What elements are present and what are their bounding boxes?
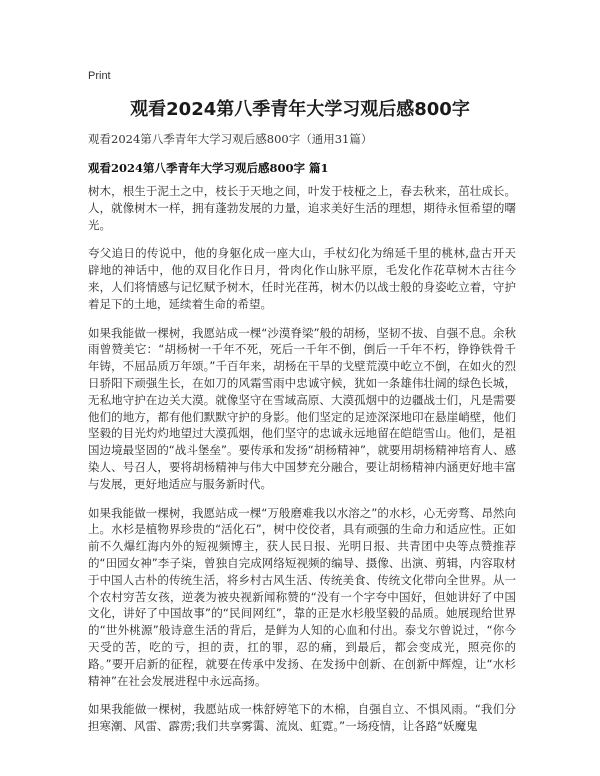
document-title: 观看2024第八季青年大学习观后感800字 <box>130 99 470 120</box>
paragraph: 树木，根生于泥土之中，枝长于天地之间，叶发于枝桠之上，春去秋来，茁壮成长。人，就像树木一样，拥有蓬勃发展的力量，追求美好生活的理想，期待永恒希望的曙光。 <box>88 184 516 232</box>
section-heading: 观看2024第八季青年大学习观后感800字 篇1 <box>88 161 329 175</box>
paragraph: 如果我能做一棵树，我愿站成一株舒婷笔下的木棉，自强自立、不惧风雨。“我们分担寒潮、风雷、霹雳;我们共享雾霭、流岚、虹霓。”一场疫情，让各路“妖魔鬼 <box>88 702 516 734</box>
document-subtitle: 观看2024第八季青年大学习观后感800字（通用31篇） <box>88 132 373 146</box>
paragraph: 夸父追日的传说中，他的身躯化成一座大山，手杖幻化为绵延千里的桃林,盘古开天辟地的神话中，他的双目化作日月，骨肉化作山脉平原，毛发化作花草树木古往今来，人们将情感与记忆赋予树木，任时光荏苒，树木仍以战士般的身姿屹立着，守护着足下的土地，延续着生命的希望。 <box>88 246 516 311</box>
paragraph: 如果我能做一棵树，我愿站成一棵“沙漠脊梁”般的胡杨，坚韧不拔、自强不息。余秋雨曾赞美它：“胡杨树一千年不死，死后一千年不倒，倒后一千年不朽，铮铮铁骨千年铸，不屈品质万年颂。”千百年来，胡杨在干旱的戈壁荒漠中屹立不倒，在如火的烈日骄阳下顽强生长，在如刀的风霜雪雨中忠诚守候，犹如一条雄伟壮阔的绿色长城，无私地守护在边关大漠。就像坚守在雪域高原、大漠孤烟中的边疆战士们，凡是需要他们的地方，都有他们默默守护的身影。他们坚定的足迹深深地印在悬崖峭壁，他们坚毅的目光灼灼地望过大漠孤烟，他们坚守的忠诚永远地留在皑皑雪山。他们，是祖国边境最坚固的“战斗堡垒”。要传承和发扬“胡杨精神”，就要用胡杨精神培育人、感染人、号召人，要将胡杨精神与伟大中国梦充分融合，要让胡杨精神内涵更好地丰富与发展，更好地适应与服务新时代。 <box>88 325 516 491</box>
print-label[interactable]: Print <box>88 70 111 82</box>
article-body <box>88 183 516 747</box>
paragraph: 如果我能做一棵树，我愿站成一棵“万般磨难我以水溶之”的水杉，心无旁骛、昂然向上。水杉是植物界珍贵的“活化石”，树中佼佼者，具有顽强的生命力和适应性。正如前不久爆红海内外的短视频博主，获人民日报、光明日报、共青团中央等点赞推荐的“田园女神”李子柒，曾独自完成网络短视频的编导、摄像、出演、剪辑，内容取材于中国人古朴的传统生活，将乡村古风生活、传统美食、传统文化带向全世界。从一个农村穷苦女孩，逆袭为被央视新闻称赞的“没有一个字夸中国好，但她讲好了中国文化，讲好了中国故事”的“民间网红”，靠的正是水杉般坚毅的品质。她展现给世界的“世外桃源”般诗意生活的背后，是鲜为人知的心血和付出。泰戈尔曾说过，“你今天受的苦，吃的亏，担的责，扛的罪，忍的痛，到最后，都会变成光，照亮你的路。”要开启新的征程，就要在传承中发扬、在发扬中创新、在创新中辉煌，让“水杉精神”在社会发展进程中永远高扬。 <box>88 505 516 688</box>
